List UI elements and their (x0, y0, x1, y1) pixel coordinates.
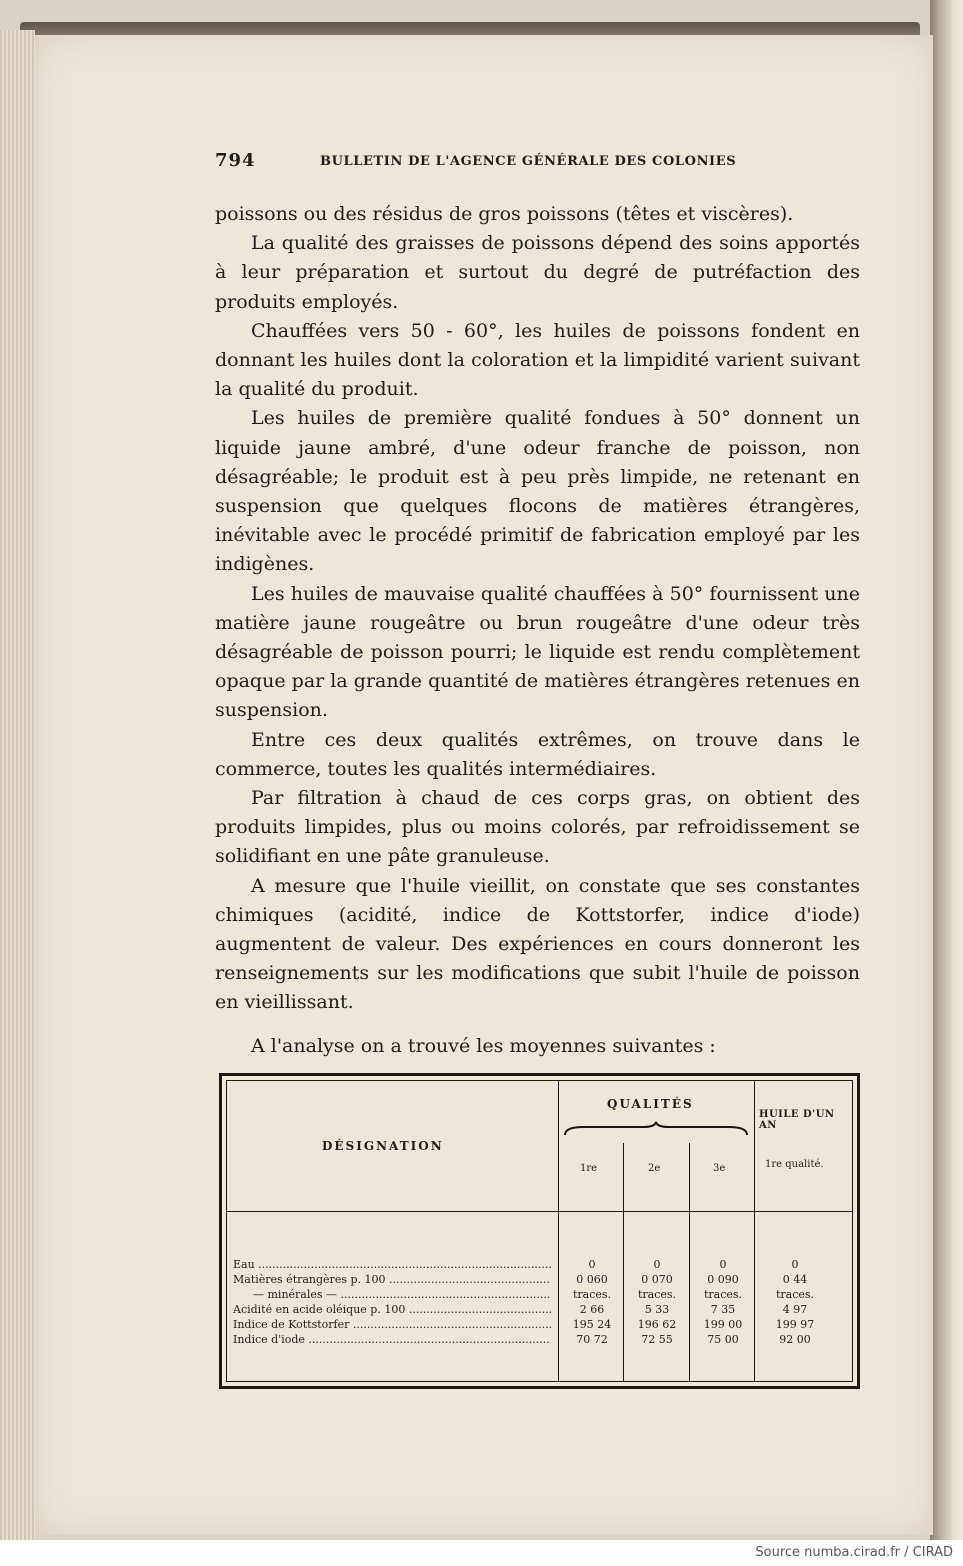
table-row (227, 1272, 852, 1287)
value-q1: traces. (572, 1288, 612, 1301)
row-label: — minérales — ..... (233, 1287, 551, 1302)
value-q1: 195 24 (572, 1318, 612, 1331)
value-q1: 70 72 (576, 1333, 608, 1346)
table-row (227, 1257, 852, 1272)
paragraph: Entre ces deux qualités extrêmes, on trouve dans le commerce, toutes les qualités intermédiaires. (215, 728, 860, 780)
value-q3: 0 090 (707, 1273, 739, 1286)
value-q2: 0 (653, 1258, 661, 1271)
paragraph: Les huiles de première qualité fondues à 50° donnent un liquide jaune ambré, d'une odeur franche de poisson, non désagréable; le produit est à peu près limpide, ne retenant en suspension que quelques flocons de matières étrangères, inévitable avec le procédé primitif de fabrication employé par les indigènes. (215, 407, 860, 576)
paragraph: poissons ou des résidus de gros poissons (têtes et viscères). (215, 203, 794, 225)
value-q1: 0 (588, 1258, 596, 1271)
col-2-header: 2e (648, 1163, 661, 1174)
value-q3: 7 35 (710, 1303, 736, 1316)
col-1-header: 1re (580, 1163, 598, 1174)
designation-header: DÉSIGNATION (322, 1139, 444, 1153)
source-credit: Source numba.cirad.fr / CIRAD (755, 1545, 953, 1560)
value-q1: 2 66 (579, 1303, 605, 1316)
row-label: Indice d'iode ..... (233, 1332, 551, 1347)
paragraph: La qualité des graisses de poissons dépend des soins apportés à leur préparation et surtout du degré de putréfaction des produits employés. (215, 232, 860, 313)
running-title: BULLETIN DE L'AGENCE GÉNÉRALE DES COLONIES (320, 154, 737, 169)
paragraph: A mesure que l'huile vieillit, on constate que ses constantes chimiques (acidité, indice de Kottstorfer, indice d'iode) augmentent de valeur. Des expériences en cours donneront les renseignements sur les modifications que subit l'huile de poisson en vieillissant. (215, 874, 860, 1014)
paragraph: Chauffées vers 50 - 60°, les huiles de poissons fondent en donnant les huiles dont la coloration et la limpidité varient suivant la qualité du produit. (215, 319, 860, 401)
value-q2: 0 070 (641, 1273, 673, 1286)
value-q3: 199 00 (703, 1318, 743, 1331)
col-3-header: 3e (713, 1163, 726, 1174)
body-text (215, 200, 860, 1061)
table-intro: A l'analyse on a trouvé les moyennes suivantes : (251, 1034, 716, 1057)
value-q2: 196 62 (637, 1318, 677, 1331)
huile-header: HUILE D'UN AN (759, 1109, 835, 1131)
row-label: Matières étrangères p. 100 ..... (233, 1272, 551, 1287)
book-spine (930, 0, 963, 1540)
row-label: Acidité en acide oléique p. 100 ..... (233, 1302, 551, 1317)
value-aged: traces. (775, 1288, 815, 1301)
value-q1: 0 060 (576, 1273, 608, 1286)
col-4-header: 1re qualité. (765, 1159, 824, 1170)
page-edges (0, 30, 35, 1540)
paragraph: Par filtration à chaud de ces corps gras, on obtient des produits limpides, plus ou moins colorés, par refroidissement se solidifiant en une pâte granuleuse. (215, 787, 860, 868)
paragraph: Les huiles de mauvaise qualité chauffées à 50° fournissent une matière jaune rougeâtre ou brun rougeâtre d'une odeur très désagréable de poisson pourri; le liquide est rendu complètement opaque par la grande quantité de matières étrangères retenues en suspension. (215, 582, 860, 722)
value-aged: 0 44 (782, 1273, 808, 1286)
value-q2: 72 55 (641, 1333, 673, 1346)
table-row (227, 1302, 852, 1317)
row-label: Eau ..... (233, 1257, 551, 1272)
value-aged: 199 97 (775, 1318, 815, 1331)
value-aged: 0 (791, 1258, 799, 1271)
table-row (227, 1317, 852, 1332)
row-label: Indice de Kottstorfer ..... (233, 1317, 551, 1332)
value-q3: 75 00 (707, 1333, 739, 1346)
value-aged: 92 00 (779, 1333, 811, 1346)
header-divider (227, 1211, 852, 1212)
value-q3: traces. (703, 1288, 743, 1301)
running-header (215, 150, 860, 180)
value-q2: 5 33 (644, 1303, 670, 1316)
page-number: 794 (215, 150, 256, 171)
value-aged: 4 97 (782, 1303, 808, 1316)
analysis-table (219, 1073, 860, 1389)
value-q3: 0 (719, 1258, 727, 1271)
table-inner-frame (226, 1080, 853, 1382)
qualites-header: QUALITÉS (607, 1097, 694, 1111)
qualites-brace (563, 1121, 749, 1141)
value-q2: traces. (637, 1288, 677, 1301)
table-row (227, 1287, 852, 1302)
table-row (227, 1332, 852, 1347)
